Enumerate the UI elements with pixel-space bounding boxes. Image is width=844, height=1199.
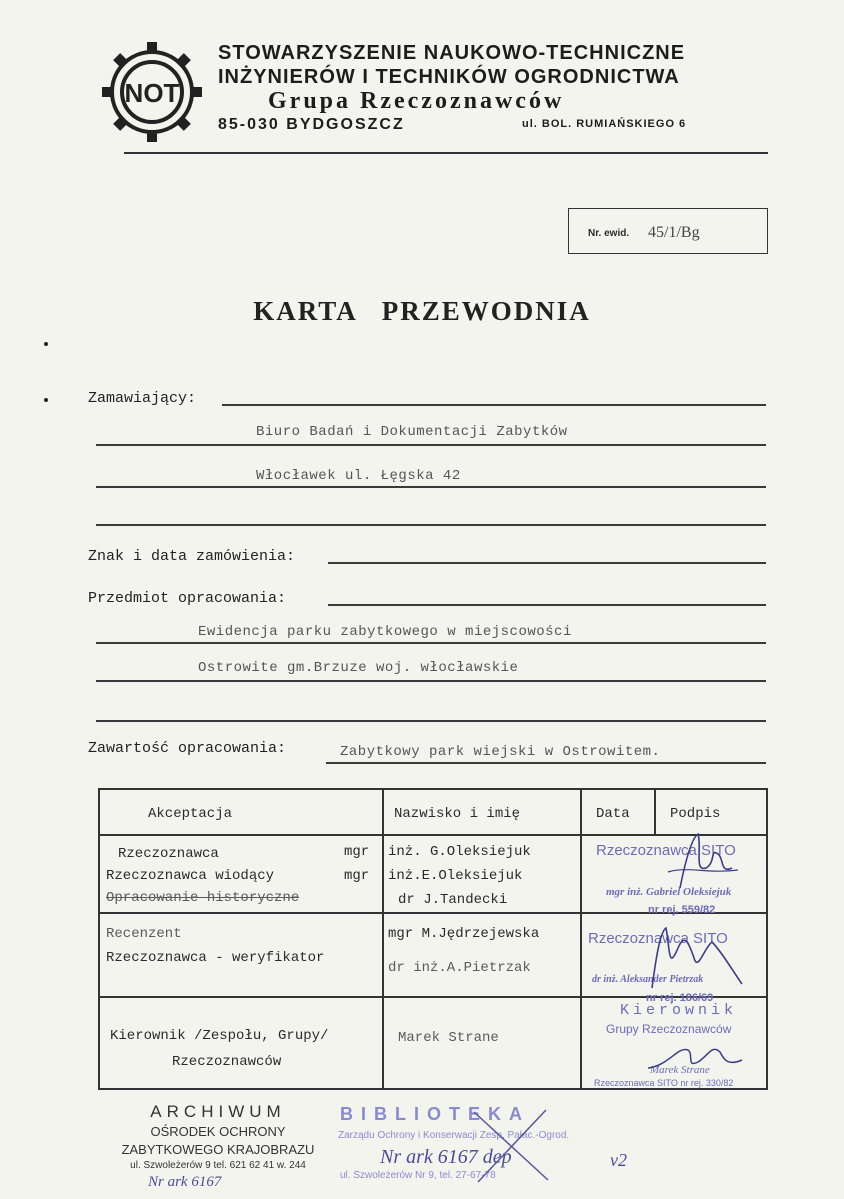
r1-stamp-reg: nr rej. 559/82 xyxy=(648,904,716,916)
order-label: Znak i data zamówienia: xyxy=(88,548,296,565)
client-line-2 xyxy=(96,444,766,446)
client-value-1: Biuro Badań i Dokumentacji Zabytków xyxy=(256,424,568,440)
r1-name-2: inż.E.Oleksiejuk xyxy=(388,868,523,884)
approval-table xyxy=(98,788,768,1090)
client-line-3 xyxy=(96,486,766,488)
r2-role-1: Recenzent xyxy=(106,926,182,942)
r1-title-2: mgr xyxy=(344,868,370,884)
header-name: Nazwisko i imię xyxy=(394,806,521,822)
r3-role-2: Rzeczoznawców xyxy=(172,1054,282,1070)
archive-line-2: ZABYTKOWEGO KRAJOBRAZU xyxy=(121,1142,315,1157)
client-line-1 xyxy=(222,404,766,406)
subject-line-2 xyxy=(96,642,766,644)
library-handwritten-number: Nr ark 6167 dep xyxy=(380,1146,512,1168)
header-rule xyxy=(124,152,768,154)
client-label: Zamawiający: xyxy=(88,390,197,407)
margin-dot xyxy=(44,398,48,402)
title-word-2: PRZEWODNIA xyxy=(381,296,591,326)
client-value-2: Włocławek ul. Łęgska 42 xyxy=(256,468,461,484)
r3-name: Marek Strane xyxy=(398,1030,499,1046)
header-line2: INŻYNIERÓW I TECHNIKÓW OGRODNICTWA xyxy=(218,66,680,88)
r3-stamp-sub: Grupy Rzeczoznawców xyxy=(606,1022,732,1036)
order-line xyxy=(328,562,766,564)
header-acceptance: Akceptacja xyxy=(148,806,233,822)
header-signature: Podpis xyxy=(670,806,721,822)
library-title: BIBLIOTEKA xyxy=(340,1104,530,1124)
content-label: Zawartość opracowania: xyxy=(88,740,287,757)
title-word-1: KARTA xyxy=(253,296,358,326)
r1-signature-icon xyxy=(658,828,748,898)
archive-title: ARCHIWUM xyxy=(150,1102,286,1121)
r2-name-2: dr inż.A.Pietrzak xyxy=(388,960,531,976)
r2-stamp-reg: nr rej. 186/69 xyxy=(646,992,714,1004)
r1-role-1: Rzeczoznawca xyxy=(118,846,219,862)
content-line xyxy=(326,762,766,764)
library-cross-mark-icon xyxy=(466,1106,556,1186)
r1-name-1: inż. G.Oleksiejuk xyxy=(388,844,531,860)
archive-handwritten-number: Nr ark 6167 xyxy=(148,1174,222,1190)
r2-signature-icon xyxy=(638,918,748,998)
header-date: Data xyxy=(596,806,630,822)
library-handwritten-note: v2 xyxy=(610,1150,627,1170)
r1-role-2: Rzeczoznawca wiodący xyxy=(106,868,275,884)
r3-role-1: Kierownik /Zespołu, Grupy/ xyxy=(110,1028,329,1044)
header-street: ul. BOL. RUMIAŃSKIEGO 6 xyxy=(522,118,687,130)
subject-line-4 xyxy=(96,720,766,722)
subject-line-1 xyxy=(328,604,766,606)
logo-text: NOT xyxy=(124,78,180,108)
header-line3: Grupa Rzeczoznawców xyxy=(268,88,565,114)
r1-name-3: dr J.Tandecki xyxy=(398,892,508,908)
subject-value-2: Ostrowite gm.Brzuze woj. włocławskie xyxy=(198,660,519,676)
library-line-2: ul. Szwoleżerów Nr 9, tel. 27-67-78 xyxy=(340,1170,496,1181)
content-value: Zabytkowy park wiejski w Ostrowitem. xyxy=(340,744,661,760)
r1-stamp-title: Rzeczoznawca SITO xyxy=(596,842,736,859)
page-title xyxy=(0,296,844,327)
margin-dot xyxy=(44,342,48,346)
subject-line-3 xyxy=(96,680,766,682)
r1-stamp-name: mgr inż. Gabriel Oleksiejuk xyxy=(606,886,732,898)
header-line1: STOWARZYSZENIE NAUKOWO-TECHNICZNE xyxy=(218,42,686,64)
subject-value-1: Ewidencja parku zabytkowego w miejscowości xyxy=(198,624,572,640)
registry-value: 45/1/Bg xyxy=(648,224,700,241)
registry-label: Nr. ewid. xyxy=(588,228,630,239)
header-city: 85-030 BYDGOSZCZ xyxy=(218,116,405,133)
r2-name-1: mgr M.Jędrzejewska xyxy=(388,926,540,942)
not-logo-icon xyxy=(96,36,208,148)
archive-line-1: OŚRODEK OCHRONY xyxy=(150,1124,286,1139)
r1-role-3: Opracowanie historyczne xyxy=(106,890,300,906)
r2-stamp-name: dr inż. Aleksander Pietrzak xyxy=(592,974,704,985)
library-line-1: Zarządu Ochrony i Konserwacji Zesp. Pałac.-Ogrod. xyxy=(338,1130,570,1141)
r3-stamp-title: Kierownik xyxy=(620,1002,738,1019)
client-line-4 xyxy=(96,524,766,526)
r2-role-2: Rzeczoznawca - weryfikator xyxy=(106,950,325,966)
r1-title-1: mgr xyxy=(344,844,370,860)
subject-label: Przedmiot opracowania: xyxy=(88,590,287,607)
r3-signature-icon xyxy=(638,1038,748,1078)
r2-stamp-title: Rzeczoznawca SITO xyxy=(588,930,728,947)
r3-stamp-name: Marek Strane xyxy=(650,1064,710,1076)
archive-line-3: ul. Szwoleżerów 9 tel. 621 62 41 w. 244 xyxy=(130,1160,306,1171)
r3-stamp-reg: Rzeczoznawca SITO nr rej. 330/82 xyxy=(594,1078,734,1088)
